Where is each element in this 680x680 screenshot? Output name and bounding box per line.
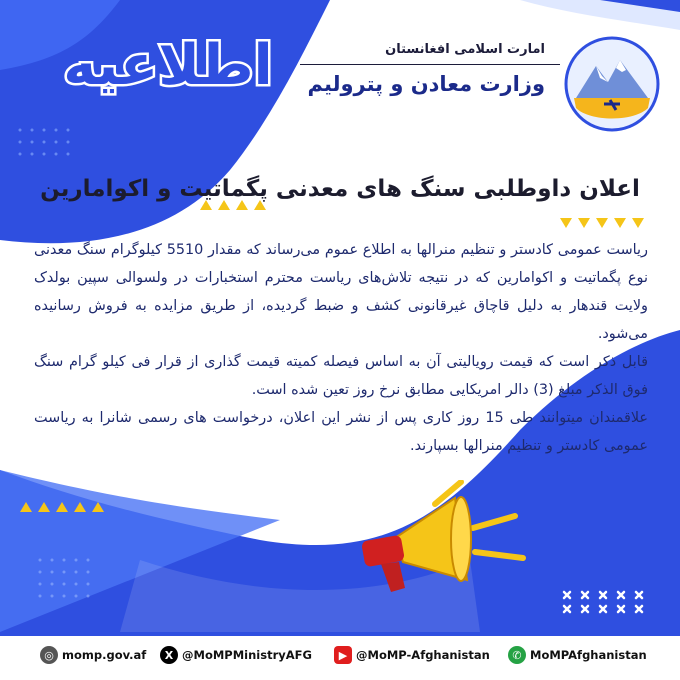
globe-icon: ◎ [40,646,58,664]
body-paragraph-2: قابل ذکر است که قیمت رویالیتی آن به اساس فیصله کمیته قیمت گذاری از قرار فی کیلو گرام سنگ فوق الذکر مبلغ (3) دالر امریکایی مطابق نرخ روز تعین شده است. [34,354,648,398]
body-paragraph-1: ریاست عمومی کادستر و تنظیم منرالها به اطلاع عموم می‌رساند که مقدار 5510 کیلوگرام سنگ معدنی نوع پگماتیت و اکوامارین که در نتیجه تلاش‌های ریاست محترم استخبارات در ولسوالی سپین بولدک ولایت قندهار به دلیل قاچاق غیرقانونی کشف و ضبط گردیده، از طریق مزایده به فروش رسانیده می‌شود. [34,242,648,342]
announcement-body [34,236,648,460]
header-divider [300,64,560,65]
yellow-triangles-right [560,218,644,228]
svg-text:اطلاعیه: اطلاعیه [63,33,273,98]
footer-x[interactable] [160,646,312,664]
whatsapp-handle: MoMPAfghanistan [530,648,647,662]
org-line1: امارت اسلامی افغانستان [385,42,545,57]
megaphone-icon [355,480,555,620]
footer-whatsapp[interactable] [508,646,647,664]
x-icon: X [160,646,178,664]
youtube-icon: ▶ [334,646,352,664]
ministry-logo [564,36,660,132]
org-line2: وزارت معادن و پترولیم [307,72,545,96]
website-label: momp.gov.af [62,648,147,662]
footer-youtube[interactable] [334,646,490,664]
youtube-handle: @MoMP-Afghanistan [356,648,490,662]
headline: اعلان داوطلبی سنگ های معدنی پگماتیت و اکوامارین [40,176,640,202]
whatsapp-icon: ✆ [508,646,526,664]
footer-website[interactable] [40,646,146,664]
announcement-title [18,20,318,110]
decorative-x-marks [560,588,650,616]
x-handle: @MoMPMinistryAFG [182,648,312,662]
body-paragraph-3: علاقمندان میتوانند طی 15 روز کاری پس از نشر این اعلان، درخواست های رسمی شانرا به ریاست عمومی کادستر و تنظیم منرالها بسپارند. [34,410,649,454]
